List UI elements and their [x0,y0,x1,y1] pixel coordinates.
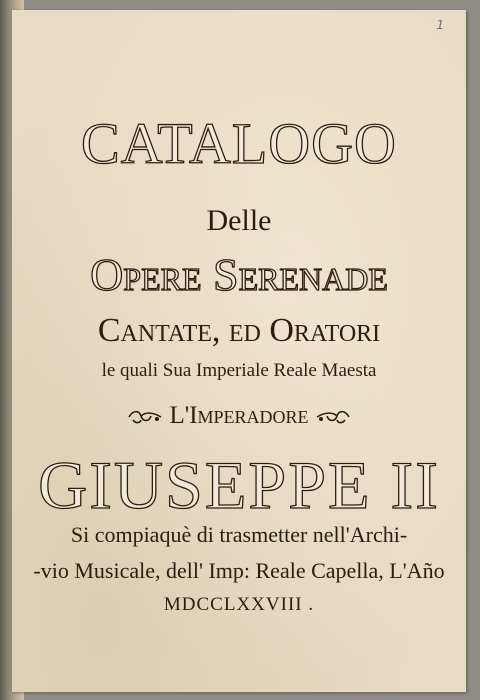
title-giuseppe-ii: GIUSEPPE II [38,447,440,523]
text-year: MDCCLXXVIII . [163,594,315,615]
title-opere-serenade: Opere Serenade [90,249,388,300]
text-line-vio-musicale: -vio Musicale, dell' Imp: Reale Capella, L'Año [33,558,445,583]
title-imperadore-line [12,402,466,430]
manuscript-page [12,10,466,692]
title-imperadore: L'Imperadore [169,402,309,429]
title-cantate-oratori: Cantate, ed Oratori [97,312,381,349]
folio-number: 1 [436,18,444,32]
flourish-left-icon [127,408,163,426]
flourish-right-icon [315,408,351,426]
text-le-quali: le quali Sua Imperiale Reale Maesta [101,360,377,381]
title-catalogo: CATALOGO [81,111,397,176]
title-delle: Delle [206,204,272,237]
text-line-si-compiaque: Si compiaquè di trasmetter nell'Archi- [70,522,408,547]
